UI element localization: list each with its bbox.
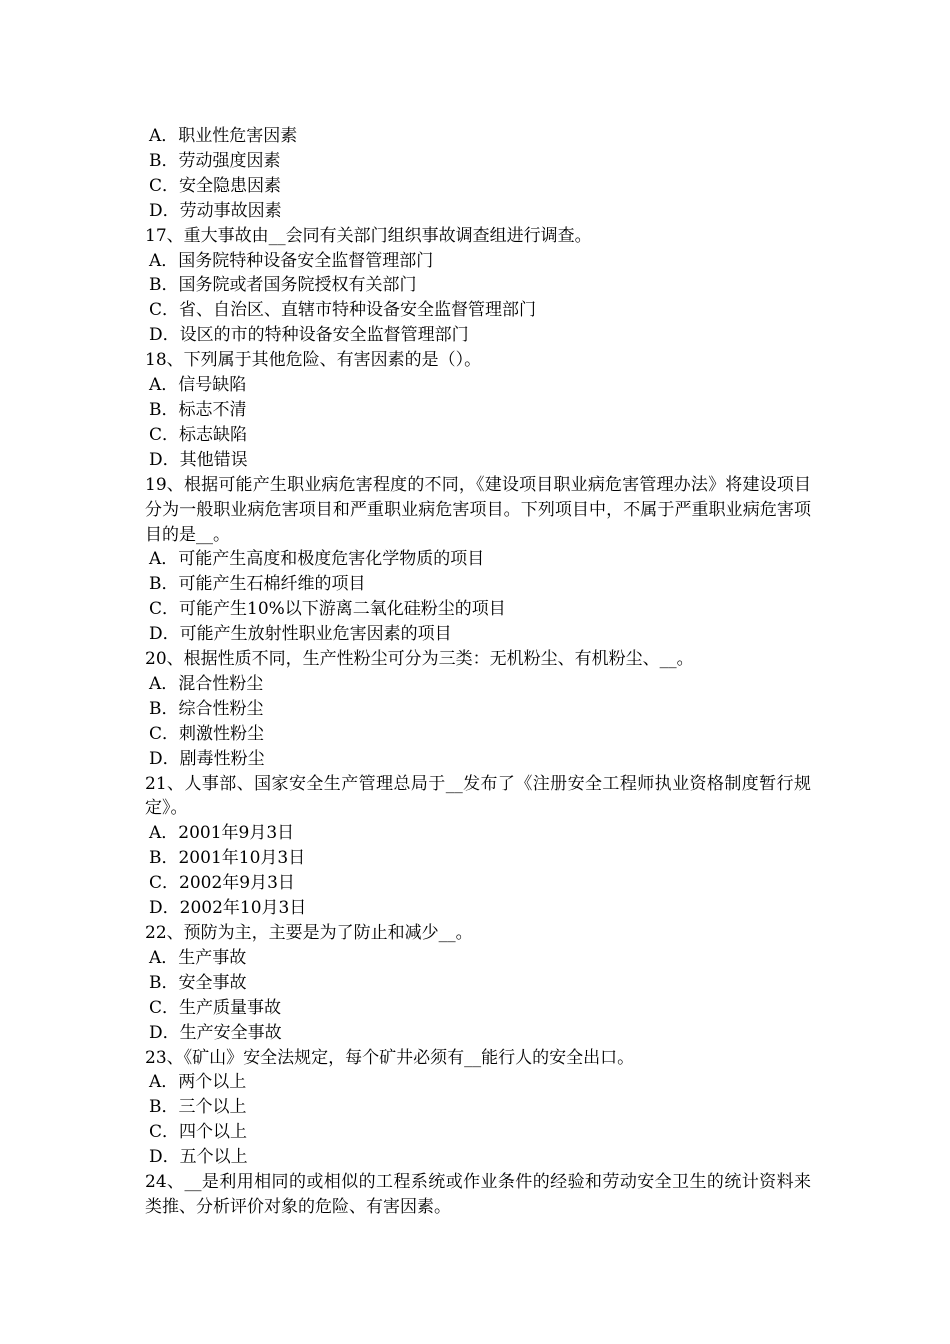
option-line: C．生产质量事故: [149, 997, 282, 1018]
option-line: B．三个以上: [149, 1097, 247, 1118]
option-line: B．综合性粉尘: [149, 698, 264, 719]
option-line: C．省、自治区、直辖市特种设备安全监督管理部门: [149, 300, 537, 321]
question-20: 20、根据性质不同，生产性粉尘可分为三类：无机粉尘、有机粉尘、__。: [145, 649, 694, 670]
question-17: 17、重大事故由__会同有关部门组织事故调查组进行调查。: [145, 225, 592, 246]
option-line: D．劳动事故因素: [149, 200, 282, 221]
option-line: D．2002年10月3日: [149, 898, 307, 919]
option-line: B．2001年10月3日: [149, 848, 306, 869]
option-line: B．国务院或者国务院授权有关部门: [149, 275, 417, 296]
option-line: C．标志缺陷: [149, 424, 248, 445]
document-page: [145, 124, 811, 1220]
option-line: A．2001年9月3日: [149, 823, 295, 844]
option-line: A．可能产生高度和极度危害化学物质的项目: [149, 549, 485, 570]
option-line: A．国务院特种设备安全监督管理部门: [149, 250, 434, 271]
option-line: C．2002年9月3日: [149, 873, 295, 894]
option-line: A．两个以上: [149, 1072, 247, 1093]
question-18: 18、下列属于其他危险、有害因素的是（）。: [145, 350, 482, 371]
option-line: C．可能产生10%以下游离二氧化硅粉尘的项目: [149, 599, 506, 620]
question-21: 21、人事部、国家安全生产管理总局于__发布了《注册安全工程师执业资格制度暂行规定》。: [145, 773, 811, 819]
option-line: C．刺激性粉尘: [149, 723, 265, 744]
option-line: C．安全隐患因素: [149, 175, 282, 196]
option-line: D．可能产生放射性职业危害因素的项目: [149, 624, 452, 645]
option-line: D．剧毒性粉尘: [149, 748, 265, 769]
option-line: B．标志不清: [149, 399, 247, 420]
question-24: 24、__是利用相同的或相似的工程系统或作业条件的经验和劳动安全卫生的统计资料来类推、分析评价对象的危险、有害因素。: [145, 1172, 811, 1217]
question-22: 22、预防为主，主要是为了防止和减少__。: [145, 923, 473, 943]
question-19: 19、根据可能产生职业病危害程度的不同，《建设项目职业病危害管理办法》将建设项目分为一般职业病危害项目和严重职业病危害项目。下列项目中，不属于严重职业病危害项目的是__。: [145, 474, 811, 545]
option-line: B．安全事故: [149, 972, 247, 993]
option-line: D．生产安全事故: [149, 1022, 282, 1043]
option-line: A．职业性危害因素: [149, 126, 298, 146]
option-line: A．信号缺陷: [149, 375, 247, 396]
option-line: D．其他错误: [149, 449, 248, 470]
option-line: C．四个以上: [149, 1122, 248, 1143]
option-line: D．五个以上: [149, 1147, 248, 1168]
option-line: A．生产事故: [149, 947, 247, 968]
option-line: A．混合性粉尘: [149, 673, 264, 694]
option-line: B．可能产生石棉纤维的项目: [149, 574, 366, 595]
question-23: 23、《矿山》安全法规定，每个矿井必须有__能行人的安全出口。: [145, 1047, 635, 1068]
option-line: D．设区的市的特种设备安全监督管理部门: [149, 325, 469, 346]
option-line: B．劳动强度因素: [149, 150, 281, 171]
